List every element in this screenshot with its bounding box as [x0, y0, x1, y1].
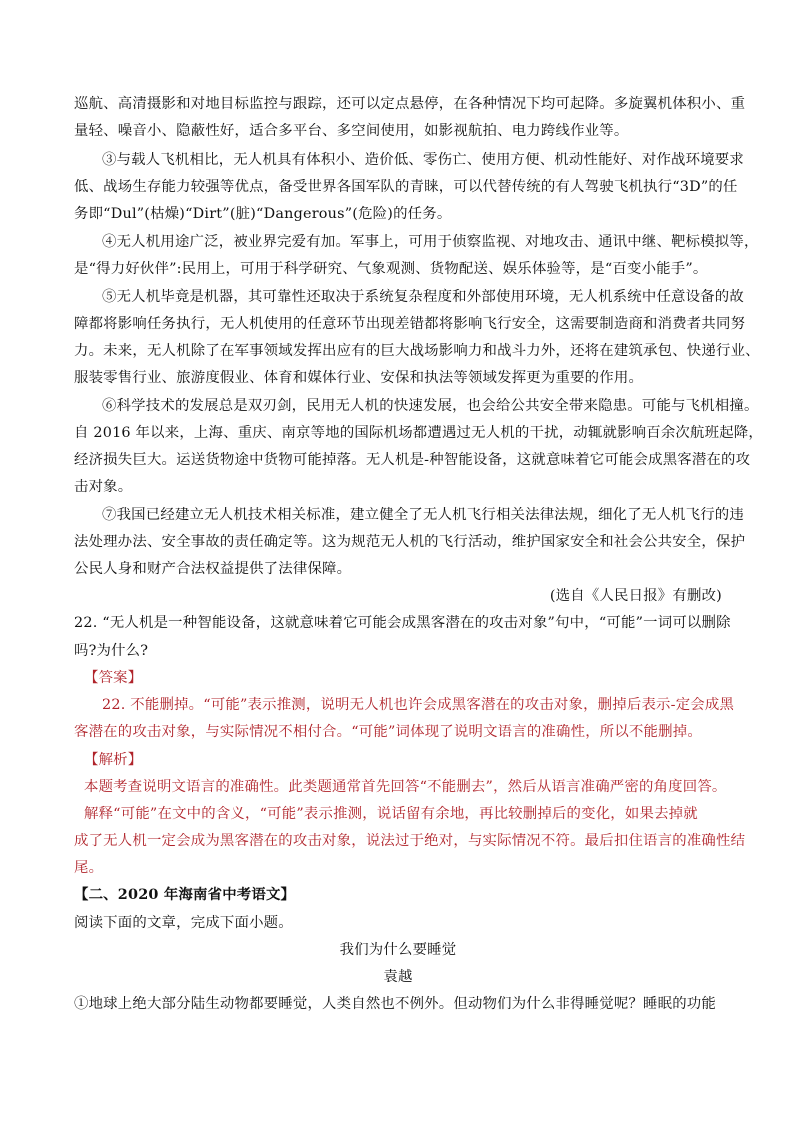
passage-line: 量轻、噪音小、隐蔽性好，适合多平台、多空间使用，如影视航拍、电力跨线作业等。 — [74, 123, 629, 139]
passage-line: 巡航、高清摄影和对地目标监控与跟踪，还可以定点悬停，在各种情况下均可起降。多旋翼机体积小、重 — [74, 96, 746, 112]
analysis-heading: 【解析】 — [84, 752, 143, 768]
article-title: 我们为什么要睡觉 — [339, 942, 457, 958]
passage-line: 自 2016 年以来，上海、重庆、南京等地的国际机场都遭遇过无人机的干扰，动辄就影响百余次航班起降， — [74, 425, 763, 441]
question-text: 22. “无人机是一种智能设备，这就意味着它可能会成黑客潜在的攻击对象”句中，“可能”一词可以删除 — [74, 615, 731, 631]
section-heading: 【二、2020 年海南省中考语文】 — [74, 886, 296, 903]
section-instruction: 阅读下面的文章，完成下面小题。 — [74, 915, 293, 931]
answer-text: 22. 不能删掉。“可能”表示推测，说明无人机也许会成黑客潜在的攻击对象，删掉后表示-定会成黑 — [102, 697, 735, 713]
passage-line: 经济损失巨大。运送货物途中货物可能掉落。无人机是-种智能设备，这就意味着它可能会成黑客潜在的攻 — [74, 452, 751, 468]
passage-line: 服装零售行业、旅游度假业、体育和媒体行业、安保和执法等领域发挥更为重要的作用。 — [74, 370, 644, 386]
passage-paragraph-7: ⑦我国已经建立无人机技术相关标准，建立健全了无人机飞行相关法律法规，细化了无人机飞行的违 — [102, 507, 744, 523]
analysis-text: 本题考查说明文语言的准确性。此类题通常首先回答“不能删去”，然后从语言准确严密的角度回答。 — [84, 779, 727, 795]
article-author: 袁越 — [383, 969, 413, 985]
passage-line: 务即“Dul”(枯燥)“Dirt”(脏)“Dangerous”(危险)的任务。 — [74, 206, 452, 222]
passage-line: 低、战场生存能力较强等优点，备受世界各国军队的青睐，可以代替传统的有人驾驶飞机执行“3D”的任 — [74, 179, 738, 195]
passage-line: 公民人身和财产合法权益提供了法律保障。 — [74, 561, 352, 577]
passage-line: 力。未来，无人机除了在军事领域发挥出应有的巨大战场影响力和战斗力外，还将在建筑承包、快递行业、 — [74, 343, 760, 359]
answer-text: 客潜在的攻击对象，与实际情况不相付合。“可能”词体现了说明文语言的准确性，所以不能删掉。 — [74, 724, 702, 740]
passage-paragraph-5: ⑤无人机毕竟是机器，其可靠性还取决于系统复杂程度和外部使用环境，无人机系统中任意设备的故 — [102, 289, 744, 305]
analysis-text: 解释“可能”在文中的含义，“可能”表示推测，说话留有余地，再比较删掉后的变化，如果去掉就 — [84, 806, 698, 822]
analysis-text: 成了无人机一定会成为黑客潜在的攻击对象，说法过于绝对，与实际情况不符。最后扣住语言的准确性结 — [74, 833, 746, 849]
article-paragraph-1: ①地球上绝大部分陆生动物都要睡觉，人类自然也不例外。但动物们为什么非得睡觉呢？睡眠的功能 — [74, 996, 716, 1012]
passage-line: 是“得力好伙伴”:民用上，可用于科学研究、气象观测、货物配送、娱乐体验等，是“百变小能手”。 — [74, 261, 708, 277]
passage-paragraph-6: ⑥科学技术的发展总是双刃剑，民用无人机的快速发展，也会给公共安全带来隐患。可能与飞机相撞。 — [102, 398, 759, 414]
analysis-text: 尾。 — [74, 860, 104, 876]
passage-line: 障都将影响任务执行，无人机使用的任意环节出现差错都将影响飞行安全，这需要制造商和消费者共同努 — [74, 316, 746, 332]
passage-source: (选自《人民日报》有删改) — [549, 588, 722, 604]
passage-line: 法处理办法、安全事故的责任确定等。这为规范无人机的飞行活动，维护国家安全和社会公共安全，保护 — [74, 534, 746, 550]
passage-paragraph-4: ④无人机用途广泛，被业界完爱有加。军事上，可用于侦察监视、对地攻击、通讯中继、靶标模拟等， — [102, 234, 759, 250]
passage-line: 击对象。 — [74, 479, 133, 495]
passage-paragraph-3: ③与载人飞机相比，无人机具有体积小、造价低、零伤亡、使用方便、机动性能好、对作战环境要求 — [102, 152, 744, 168]
question-text: 吗?为什么? — [74, 643, 149, 659]
answer-heading: 【答案】 — [84, 670, 143, 686]
